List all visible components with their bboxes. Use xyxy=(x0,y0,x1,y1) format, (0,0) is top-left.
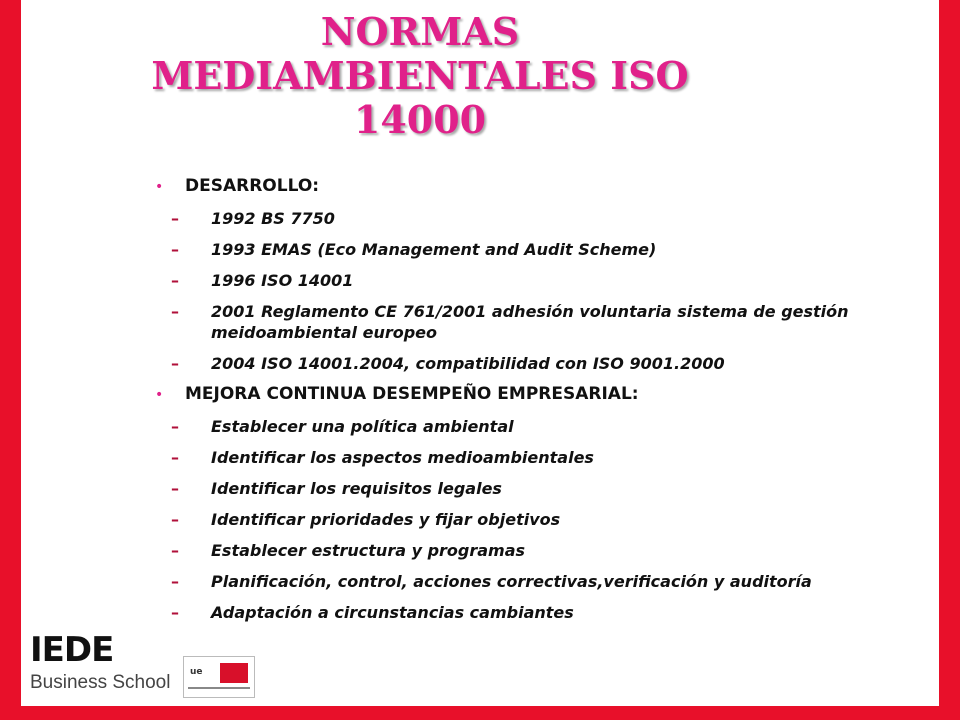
dash-icon: – xyxy=(171,302,179,321)
dash-icon: – xyxy=(171,448,179,467)
list-item-text: 1996 ISO 14001 xyxy=(211,271,354,290)
bottom-frame-bar xyxy=(0,706,960,720)
slide-title xyxy=(110,10,730,142)
sub-list xyxy=(155,208,945,374)
ue-mark-icon: ue xyxy=(190,667,203,677)
list-item xyxy=(155,509,945,530)
section-desarrollo xyxy=(155,176,945,374)
bullet-icon: • xyxy=(155,387,164,403)
dash-icon: – xyxy=(171,417,179,436)
list-item-text: 2001 Reglamento CE 761/2001 adhesión voluntaria sistema de gestión meidoambiental europeo xyxy=(211,302,849,342)
list-item-text: Establecer estructura y programas xyxy=(211,541,526,560)
list-item-text: Identificar prioridades y fijar objetivos xyxy=(211,510,561,529)
list-item-text: Identificar los requisitos legales xyxy=(211,479,502,498)
dash-icon: – xyxy=(171,572,179,591)
list-item xyxy=(155,478,945,499)
dash-icon: – xyxy=(171,240,179,259)
dash-icon: – xyxy=(171,209,179,228)
title-line-3: 14000 xyxy=(353,97,487,142)
list-item xyxy=(155,353,945,374)
dash-icon: – xyxy=(171,354,179,373)
list-item xyxy=(155,208,945,229)
list-item xyxy=(155,540,945,561)
list-item-text: 1993 EMAS (Eco Management and Audit Scheme) xyxy=(211,240,657,259)
dash-icon: – xyxy=(171,603,179,622)
list-item xyxy=(155,270,945,291)
sub-list xyxy=(155,416,945,623)
dash-icon: – xyxy=(171,479,179,498)
list-item-text: 2004 ISO 14001.2004, compatibilidad con ISO 9001.2000 xyxy=(211,354,725,373)
list-item-text: 1992 BS 7750 xyxy=(211,209,335,228)
list-item xyxy=(155,301,945,343)
list-item xyxy=(155,602,945,623)
list-item-text: Establecer una política ambiental xyxy=(211,417,514,436)
section-mejora-continua xyxy=(155,384,945,623)
iede-logo-main: IEDE xyxy=(30,630,114,670)
list-item-text: Adaptación a circunstancias cambiantes xyxy=(211,603,574,622)
title-line-1: NORMAS xyxy=(320,9,520,54)
section-heading: MEJORA CONTINUA DESEMPEÑO EMPRESARIAL: xyxy=(185,384,639,404)
list-item xyxy=(155,447,945,468)
universidad-europea-logo xyxy=(183,656,255,698)
slide-content xyxy=(155,176,945,633)
section-heading: DESARROLLO: xyxy=(185,176,320,196)
iede-logo xyxy=(30,632,170,694)
dash-icon: – xyxy=(171,510,179,529)
bullet-heading xyxy=(155,384,945,412)
dash-icon: – xyxy=(171,271,179,290)
list-item xyxy=(155,571,945,592)
dash-icon: – xyxy=(171,541,179,560)
iede-logo-sub: Business School xyxy=(30,672,171,693)
list-item-text: Identificar los aspectos medioambientales xyxy=(211,448,594,467)
ue-red-block-icon xyxy=(220,663,248,683)
bullet-icon: • xyxy=(155,179,164,195)
title-line-2: MEDIAMBIENTALES ISO xyxy=(151,53,689,98)
list-item-text: Planificación, control, acciones correctivas,verificación y auditoría xyxy=(211,572,812,591)
left-frame-bar xyxy=(0,0,21,720)
list-item xyxy=(155,239,945,260)
bullet-heading xyxy=(155,176,945,204)
ue-underline-icon xyxy=(188,687,250,689)
list-item xyxy=(155,416,945,437)
